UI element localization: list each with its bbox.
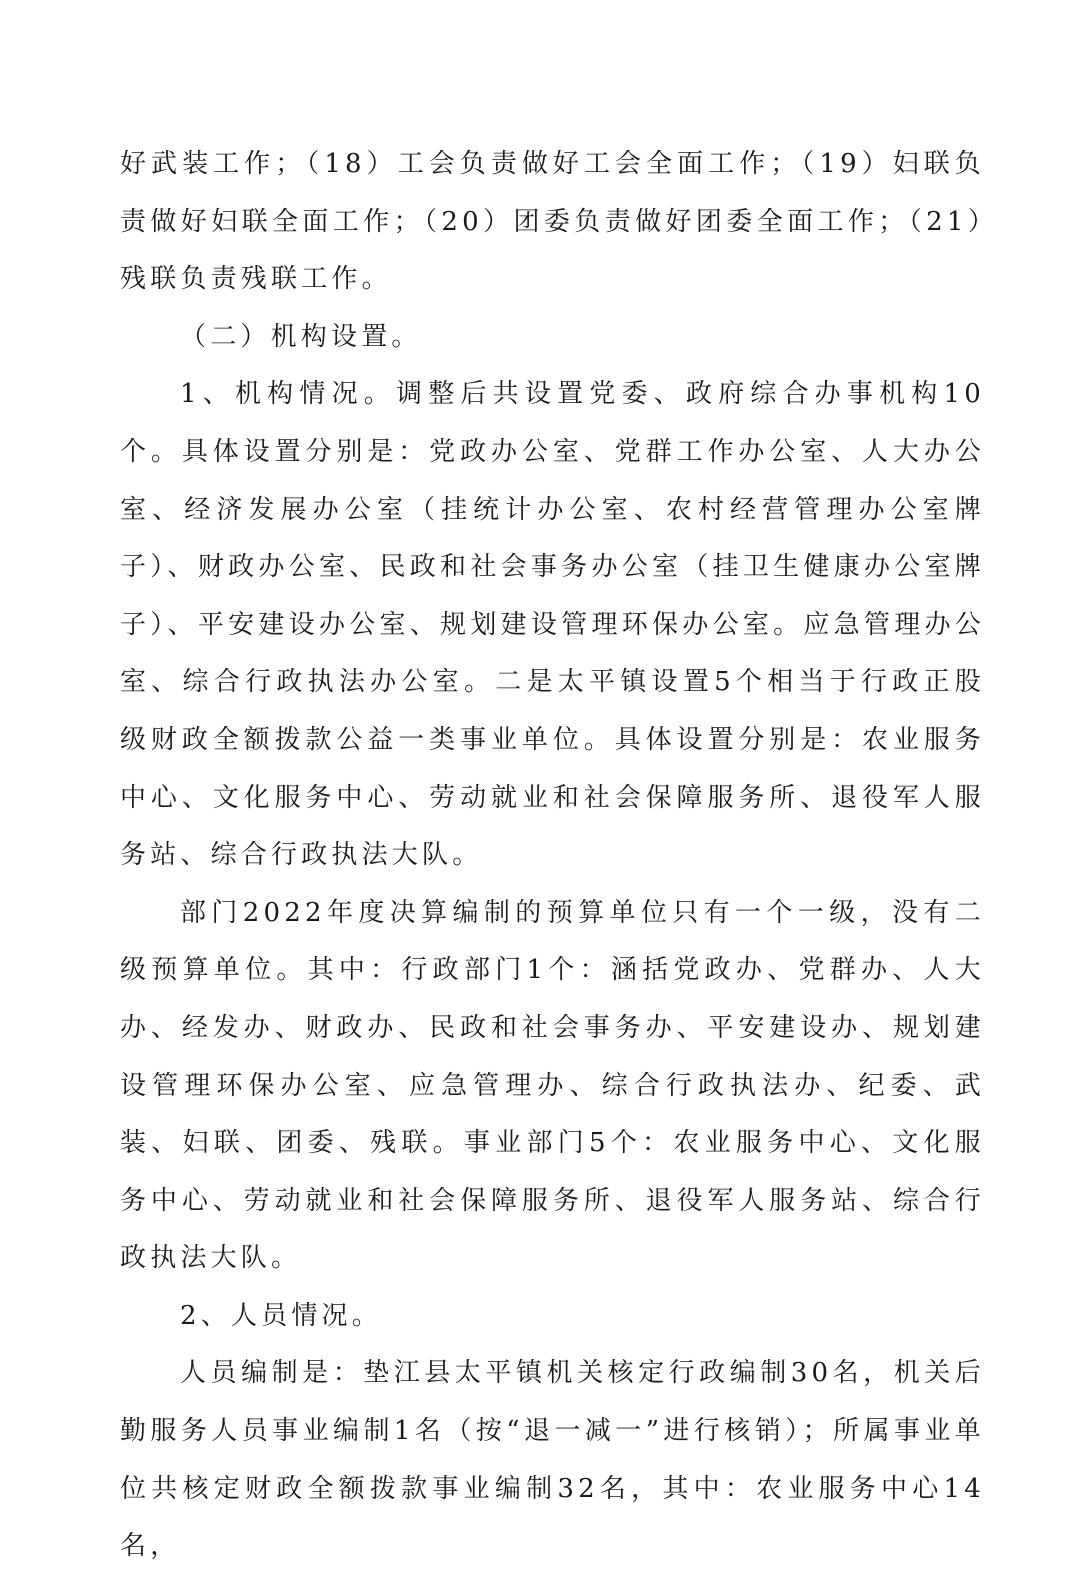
subheading-staff-status: 2、人员情况。	[180, 1300, 382, 1331]
paragraph-institution-status: 1、机构情况。调整后共设置党委、政府综合办事机构10个。具体设置分别是：党政办公室、党群工作办公室、人大办公室、经济发展办公室（挂统计办公室、农村经营管理办公室牌子）、财政办公室、民政和社会事务办公室（挂卫生健康办公室牌子）、平安建设办公室、规划建设管理环保办公室。应急管理办公室、综合行政执法办公室。二是太平镇设置5个相当于行政正股级财政全额拨款公益一类事业单位。具体设置分别是：农业服务中心、文化服务中心、劳动就业和社会保障服务所、退役军人服务站、综合行政执法大队。	[120, 379, 985, 871]
section-heading-institutions: （二）机构设置。	[180, 321, 422, 352]
document-body	[120, 136, 985, 1576]
paragraph-staff-quota: 人员编制是：垫江县太平镇机关核定行政编制30名，机关后勤服务人员事业编制1名（按“退一减一”进行核销）；所属事业单位共核定财政全额拨款事业编制32名，其中：农业服务中心14名，	[120, 1358, 985, 1562]
paragraph-budget-units: 部门2022年度决算编制的预算单位只有一个一级，没有二级预算单位。其中：行政部门1个：涵括党政办、党群办、人大办、经发办、财政办、民政和社会事务办、平安建设办、规划建设管理环保办公室、应急管理办、综合行政执法办、纪委、武装、妇联、团委、残联。事业部门5个：农业服务中心、文化服务中心、劳动就业和社会保障服务所、退役军人服务站、综合行政执法大队。	[120, 897, 985, 1274]
paragraph-duties-continued: 好武装工作；（18）工会负责做好工会全面工作；（19）妇联负责做好妇联全面工作；（20）团委负责做好团委全面工作；（21）残联负责残联工作。	[120, 149, 985, 295]
